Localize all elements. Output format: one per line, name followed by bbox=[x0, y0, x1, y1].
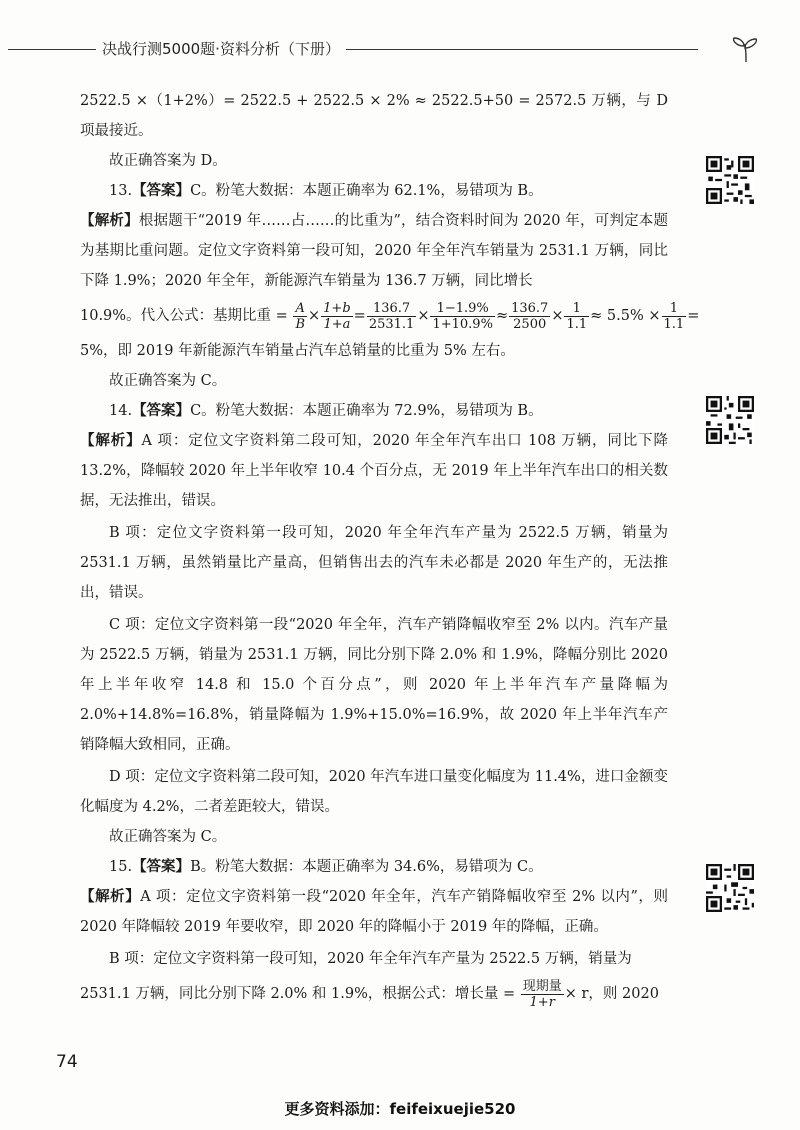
q15-option-a-text: A 项：定位文字资料第一段“2020 年全年，汽车产销降幅收窄至 2% 以内”，则 2020 年降幅较 2019 年要收窄，即 2020 年的降幅小于 2019 年的降幅，正确。 bbox=[80, 889, 668, 935]
q15-number: 15. bbox=[109, 859, 133, 875]
q14-option-a-text: A 项：定位文字资料第二段可知，2020 年全年汽车出口 108 万辆，同比下降 13.2%，降幅较 2020 年上半年收窄 10.4 个百分点，无 2019 年上半年汽车出口的相关数据，无法推出，错误。 bbox=[80, 433, 669, 509]
q14-number: 14. bbox=[109, 403, 133, 419]
fraction-1b-over-1a: $\frac{1+b}{1+a}$ bbox=[323, 300, 351, 332]
q15-option-b-formula bbox=[80, 974, 668, 1014]
q14-answer-tag: 【答案】 bbox=[132, 403, 191, 419]
q13-formula-prefix: 10.9%。代入公式：基期比重 = bbox=[80, 308, 288, 324]
q15-explanation-tag: 【解析】 bbox=[80, 889, 141, 905]
q15-option-b-tail: × r，则 2020 bbox=[564, 986, 659, 1002]
q13-explanation bbox=[80, 206, 668, 296]
q14-option-a bbox=[80, 426, 668, 516]
q13-answer-text: C。粉笔大数据：本题正确率为 62.1%，易错项为 B。 bbox=[190, 183, 543, 199]
q13-explanation-end: 5%，即 2019 年新能源汽车销量占汽车总销量的比重为 5% 左右。 bbox=[80, 343, 515, 359]
q14-answer-text: C。粉笔大数据：本题正确率为 72.9%，易错项为 B。 bbox=[190, 403, 543, 419]
q15-option-b-text: 2531.1 万辆，同比分别下降 2.0% 和 1.9%，根据公式：增长量 = bbox=[80, 986, 516, 1002]
fraction-growth-ratio: $\frac{1-1.9\%}{1+10.9\%}$ bbox=[432, 300, 493, 332]
fraction-1-over-1-1-b: $\frac{1}{1.1}$ bbox=[663, 300, 685, 332]
q14-option-b: B 项：定位文字资料第一段可知，2020 年全年汽车产量为 2522.5 万辆，销量为 2531.1 万辆，虽然销量比产量高，但销售出去的汽车未必都是 2020 年生产的，无法推出，错误。 bbox=[80, 525, 668, 601]
q13-answer bbox=[80, 176, 668, 206]
q15-answer-text: B。粉笔大数据：本题正确率为 34.6%，易错项为 C。 bbox=[190, 859, 543, 875]
q13-number: 13. bbox=[109, 183, 133, 199]
q13-conclusion: 故正确答案为 C。 bbox=[109, 373, 227, 389]
q15-option-a bbox=[80, 882, 668, 942]
q13-explanation-tag: 【解析】 bbox=[80, 213, 139, 229]
q14-option-c: C 项：定位文字资料第一段“2020 年全年，汽车产销降幅收窄至 2% 以内。汽车产量为 2522.5 万辆，销量为 2531.1 万辆，同比分别下降 2.0% 和 1.9%，降幅分别比 2020 年上半年收窄 14.8 和 15.0 个百分点”，则 2020 年上半年汽车产量降幅为 2.0%+14.8%=16.8%，销量降幅为 1.9%+15.0%=16.9%，故 2020 年上半年汽车产销降幅大致相同，正确。 bbox=[80, 617, 668, 753]
qr-code-q15 bbox=[706, 864, 754, 912]
sprout-icon bbox=[726, 36, 766, 64]
q15-option-b: B 项：定位文字资料第一段可知，2020 年全年汽车产量为 2522.5 万辆，销量为 bbox=[109, 951, 632, 967]
q13-formula-line: 10.9%。代入公式：基期比重 = $\frac{A}{B}$ × $\frac{1+b}{1+a}$ = $\frac{136.7}{2531.1}$ × $\frac{1-1.9\%}{1+10.9\%}$ ≈ $\frac{136.7}{2500}$ × $\frac{1}{1.1}$ ≈ 5.5% × $\frac{1}{1.1}$ = bbox=[80, 300, 700, 332]
qr-code-q14 bbox=[706, 396, 754, 444]
fraction-136-over-2500: $\frac{136.7}{2500}$ bbox=[511, 300, 549, 332]
fraction-a-over-b: $\frac{A}{B}$ bbox=[295, 300, 305, 332]
carryover-calculation: 2522.5 ×（1+2%）= 2522.5 + 2522.5 × 2% ≈ 2522.5+50 = 2572.5 万辆，与 D 项最接近。 bbox=[80, 93, 668, 139]
fraction-1-over-1-1: $\frac{1}{1.1}$ bbox=[566, 300, 588, 332]
q15-answer bbox=[80, 852, 668, 882]
q14-explanation-tag: 【解析】 bbox=[80, 433, 142, 449]
q15-answer-tag: 【答案】 bbox=[132, 859, 191, 875]
q13-explanation-text: 根据题干“2019 年……占……的比重为”，结合资料时间为 2020 年，可判定本题为基期比重问题。定位文字资料第一段可知，2020 年全年汽车销量为 2531.1 万辆，同比下降 1.9%；2020 年全年，新能源汽车销量为 136.7 万辆，同比增长 bbox=[80, 213, 668, 289]
fraction-current-over-1r: $\frac{\text{现期量}}{1+r}$ bbox=[522, 978, 562, 1010]
q13-answer-tag: 【答案】 bbox=[132, 183, 191, 199]
q14-option-d: D 项：定位文字资料第二段可知，2020 年汽车进口量变化幅度为 11.4%，进口金额变化幅度为 4.2%，二者差距较大，错误。 bbox=[80, 769, 668, 815]
running-header bbox=[0, 36, 800, 60]
q13-formula-mid: ≈ 5.5% × bbox=[590, 308, 661, 324]
fraction-136-over-2531: $\frac{136.7}{2531.1}$ bbox=[368, 300, 415, 332]
footer-note: 更多资料添加：feifeixuejie520 bbox=[284, 1100, 516, 1118]
q12-conclusion: 故正确答案为 D。 bbox=[109, 153, 227, 169]
q14-conclusion: 故正确答案为 C。 bbox=[109, 829, 227, 845]
q14-answer bbox=[80, 396, 668, 426]
qr-code-q13 bbox=[706, 156, 754, 204]
book-title: 决战行测5000题·资料分析（下册） bbox=[96, 38, 346, 59]
page-number: 74 bbox=[56, 1052, 78, 1072]
page-body bbox=[80, 86, 700, 1014]
